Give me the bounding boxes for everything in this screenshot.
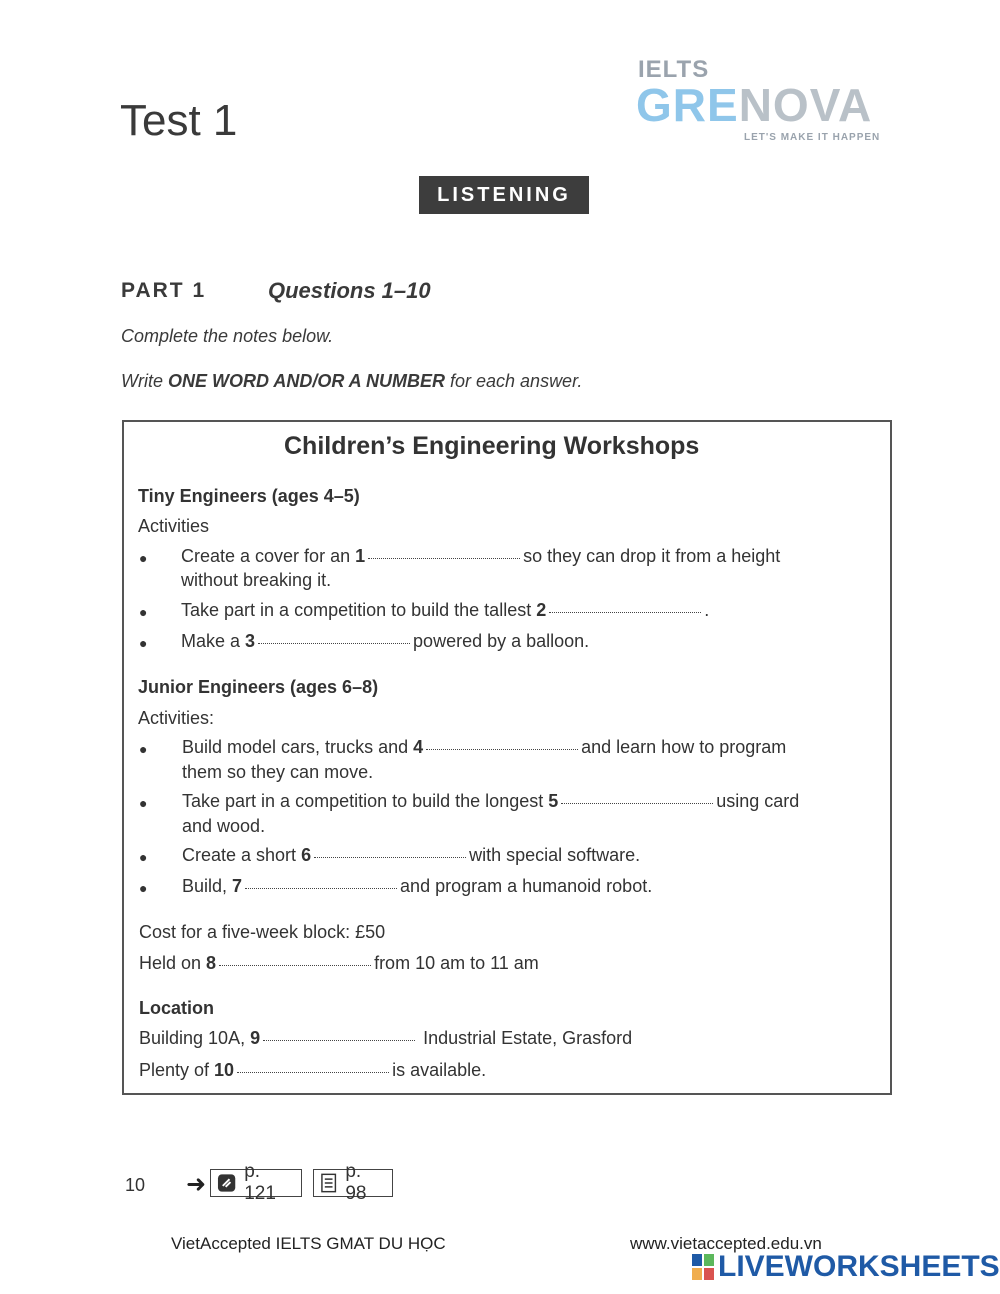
bullet-dot: ●	[139, 741, 148, 757]
question-7-line: Build, 7 and program a humanoid robot.	[182, 876, 653, 896]
bullet-dot: ●	[139, 604, 148, 620]
audioscript-page: p. 121	[244, 1161, 276, 1204]
audio-icon	[217, 1173, 236, 1193]
liveworksheets-logo	[692, 1250, 1000, 1284]
bullet-dot: ●	[139, 849, 148, 865]
credit-left: VietAccepted IELTS GMAT DU HỌC	[171, 1234, 446, 1253]
page-number: 10	[125, 1175, 146, 1195]
tiny-engineers-heading: Tiny Engineers (ages 4–5)	[138, 486, 360, 506]
junior-engineers-heading: Junior Engineers (ages 6–8)	[138, 677, 379, 697]
bullet-dot: ●	[139, 550, 148, 566]
instruction-complete: Complete the notes below.	[121, 326, 334, 346]
answer-blank-8[interactable]	[219, 965, 371, 966]
liveworksheets-mark-icon	[692, 1254, 714, 1280]
question-1-continuation: without breaking it.	[181, 570, 332, 590]
question-2-line: Take part in a competition to build the tallest 2 .	[181, 600, 710, 620]
question-6-line: Create a short 6 with special software.	[182, 845, 641, 865]
bullet-dot: ●	[139, 795, 148, 811]
answer-blank-5[interactable]	[561, 803, 713, 804]
question-8-line: Held on 8 from 10 am to 11 am	[139, 953, 539, 973]
answer-blank-2[interactable]	[549, 612, 701, 613]
answer-key-page: p. 98	[345, 1161, 367, 1204]
answer-blank-7[interactable]	[245, 888, 397, 889]
section-label: LISTENING	[419, 176, 589, 214]
bullet-dot: ●	[139, 880, 148, 896]
question-5-line: Take part in a competition to build the longest 5 using card	[182, 791, 800, 811]
liveworksheets-wordmark: LIVEWORKSHEETS	[718, 1250, 1000, 1283]
part-label: PART 1	[121, 279, 207, 302]
question-5-continuation: and wood.	[182, 816, 266, 836]
audioscript-reference	[210, 1161, 302, 1204]
instruction-word-limit: Write ONE WORD AND/OR A NUMBER for each answer.	[121, 371, 583, 391]
arrow-right-icon: ➜	[186, 1171, 207, 1198]
answer-blank-3[interactable]	[258, 643, 410, 644]
answer-blank-4[interactable]	[426, 749, 578, 750]
answer-blank-10[interactable]	[237, 1072, 389, 1073]
notes-title: Children’s Engineering Workshops	[284, 432, 700, 460]
location-heading: Location	[139, 998, 214, 1018]
credit-website: www.vietaccepted.edu.vn	[630, 1234, 822, 1253]
cost-line: Cost for a five-week block: £50	[139, 922, 386, 942]
answer-blank-1[interactable]	[368, 558, 520, 559]
question-9-line: Building 10A, 9 Industrial Estate, Grasford	[139, 1028, 633, 1048]
tiny-activities-label: Activities	[138, 516, 210, 536]
question-4-continuation: them so they can move.	[182, 762, 374, 782]
questions-range: Questions 1–10	[268, 278, 431, 303]
question-3-line: Make a 3 powered by a balloon.	[181, 631, 590, 651]
answer-key-reference	[313, 1161, 393, 1204]
document-icon	[320, 1173, 337, 1193]
question-4-line: Build model cars, trucks and 4 and learn how to program	[182, 737, 787, 757]
logo-ielts-text: IELTS	[638, 56, 710, 83]
question-1-line: Create a cover for an 1 so they can drop it from a height	[181, 546, 781, 566]
logo-brand: GRENOVA	[636, 79, 873, 131]
bullet-dot: ●	[139, 635, 148, 651]
junior-activities-label: Activities:	[138, 708, 215, 728]
logo-tagline: LET'S MAKE IT HAPPEN	[744, 132, 881, 143]
answer-blank-9[interactable]	[263, 1040, 415, 1041]
ielts-grenova-logo	[636, 56, 896, 152]
answer-blank-6[interactable]	[314, 857, 466, 858]
test-title: Test 1	[120, 96, 238, 145]
question-10-line: Plenty of 10 is available.	[139, 1060, 487, 1080]
